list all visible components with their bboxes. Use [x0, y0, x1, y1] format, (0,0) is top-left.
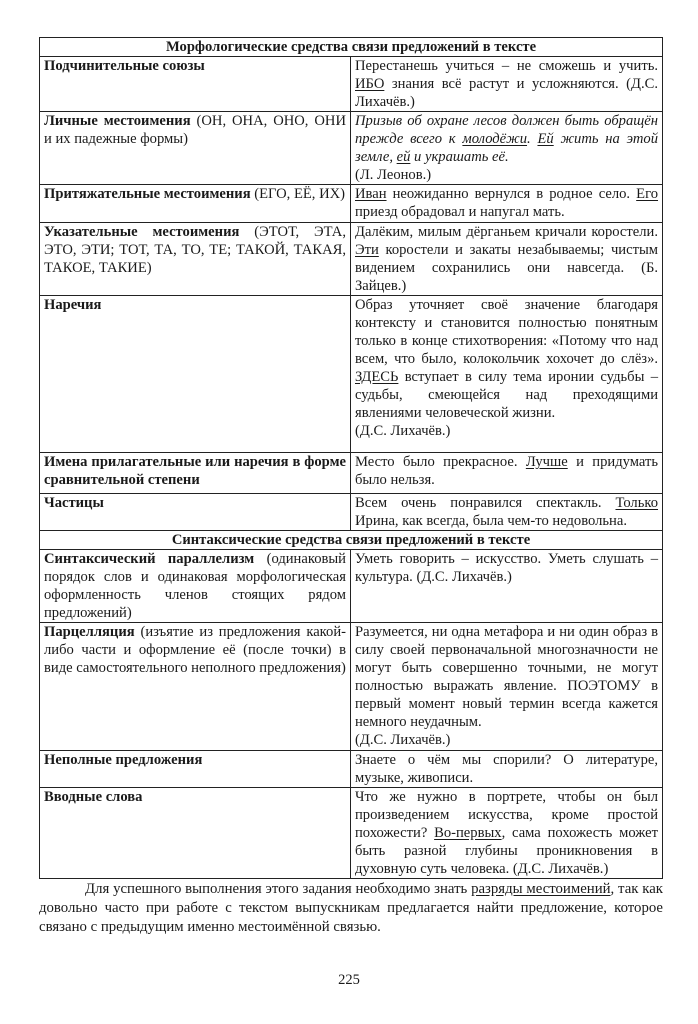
device-note: (одинаковый порядок слов и одинаковая морфологическая оформленность членов стоящих рядом предложений) [44, 551, 346, 621]
connector-word: Во-первых [434, 825, 502, 841]
device-term: Синтаксический параллелизм [44, 551, 255, 567]
device-term: Неполные предложения [44, 752, 203, 768]
example-text: (Д.С. Лихачёв.) [355, 732, 451, 748]
device-term: Притяжательные местоимения [44, 186, 251, 202]
device-term: Указательные местоимения [44, 224, 240, 240]
example-text: Знаете о чём мы спорили? О литературе, музыке, живописи. [355, 752, 659, 786]
device-note: (изъятие из предложения какой-либо части и оформление её (после точки) в виде самостоятельного неполного предложения) [44, 624, 346, 676]
paragraph-text-before: Для успешного выполнения этого задания необходимо знать [85, 881, 472, 897]
example-text: жить на этой земле, [355, 131, 659, 165]
connector-word: ЗДЕСЬ [355, 369, 399, 385]
table-row [40, 185, 663, 223]
connector-word: Эти [355, 242, 379, 258]
device-cell [40, 550, 351, 623]
device-cell [40, 453, 351, 494]
connector-word: ей [396, 149, 411, 165]
device-cell [40, 494, 351, 531]
example-text: знания всё растут и усложняются. (Д.С. Лихачёв.) [355, 76, 659, 110]
example-text: неожиданно вернулся в родное село. [386, 186, 637, 202]
example-text: вступает в силу тема иронии судьбы – судьбы, смеющейся над преходящими явлениями человеческой жизни. [355, 369, 659, 421]
connector-word: ИБО [355, 76, 385, 92]
device-cell [40, 788, 351, 879]
table-row [40, 112, 663, 185]
connector-word: молодёжи [462, 131, 528, 147]
device-cell [40, 223, 351, 296]
section-header-row [40, 531, 663, 550]
example-text: и придумать было нельзя. [355, 454, 658, 488]
example-text: Место было прекрасное. [355, 454, 526, 470]
example-cell [351, 550, 663, 623]
example-text: Перестанешь учиться – не сможешь и учить. [355, 58, 659, 74]
example-text: , сама похожесть может быть разной глубины проникновения в духовную суть человека. (Д.С. Лихачёв.) [355, 825, 659, 877]
device-note: (ОН, ОНА, ОНО, ОНИ и их падежные формы) [44, 113, 346, 147]
device-term: Частицы [44, 495, 104, 511]
example-text: (Л. Леонов.) [355, 167, 432, 183]
example-cell [351, 623, 663, 751]
table-row [40, 453, 663, 494]
example-cell [351, 296, 663, 453]
table-row [40, 494, 663, 531]
example-cell [351, 112, 663, 185]
connector-word: Лучше [525, 454, 568, 470]
body-paragraph [39, 880, 663, 937]
device-term: Наречия [44, 297, 102, 313]
example-cell [351, 494, 663, 531]
example-cell [351, 185, 663, 223]
section-title: Морфологические средства связи предложений в тексте [40, 38, 663, 57]
device-cell [40, 751, 351, 788]
pronoun-categories-term: разряды местоимений [471, 881, 611, 897]
device-note: (ЕГО, ЕЁ, ИХ) [250, 186, 346, 202]
section-header-row [40, 38, 663, 57]
page-number: 225 [338, 972, 360, 988]
example-cell [351, 57, 663, 112]
connector-word: Ей [537, 131, 554, 147]
example-text: и украшать её. [410, 149, 509, 165]
table-row [40, 751, 663, 788]
example-cell [351, 453, 663, 494]
example-cell [351, 788, 663, 879]
example-text: Разумеется, ни одна метафора и ни один образ в силу своей первоначальной многозначности не могут быть совершенно точными, не могут полностью выражать явление. ПОЭТОМУ в первый момент новый термин всегда кажется немного неудачным. [355, 624, 659, 730]
table-row [40, 296, 663, 453]
example-text: Всем очень понравился спектакль. [355, 495, 616, 511]
connector-word: Его [636, 186, 659, 202]
example-text: Ирина, как всегда, была чем-то недовольна. [355, 513, 627, 529]
table-row [40, 623, 663, 751]
example-text: Что же нужно в портрете, чтобы он был произведением искусства, кроме простой похожести? [355, 789, 659, 841]
device-term: Имена прилагательные или наречия в форме сравнительной степени [44, 454, 346, 488]
device-cell [40, 112, 351, 185]
example-text: приезд обрадовал и напугал мать. [355, 204, 565, 220]
example-cell [351, 751, 663, 788]
device-cell [40, 57, 351, 112]
example-text: Призыв об охране лесов должен быть обращён прежде всего к [355, 113, 659, 147]
device-cell [40, 623, 351, 751]
example-text: Образ уточняет своё значение благодаря контексту и становится полностью понятным только в конце стихотворения: «Потому что над всем, что было, колокольчик хохочет до слёз». [355, 297, 659, 367]
device-cell [40, 296, 351, 453]
example-text: . [527, 131, 538, 147]
device-note: (ЭТОТ, ЭТА, ЭТО, ЭТИ; ТОТ, ТА, ТО, ТЕ; ТАКОЙ, ТАКАЯ, ТАКОЕ, ТАКИЕ) [44, 224, 346, 276]
example-text: Уметь говорить – искусство. Уметь слушать – культура. (Д.С. Лихачёв.) [355, 551, 659, 585]
device-term: Парцелляция [44, 624, 135, 640]
connector-word: Только [615, 495, 659, 511]
device-cell [40, 185, 351, 223]
example-text: коростели и закаты незабываемы; чистым видением сохранились они навсегда. (Б. Зайцев.) [355, 242, 659, 294]
table-row [40, 788, 663, 879]
connector-word: Иван [355, 186, 387, 202]
text-cohesion-table [39, 37, 663, 879]
paragraph-text-after: , так как довольно часто при работе с текстом выпускникам предлагается найти предложение, которое связано с предыдущим именно местоимённой связью. [39, 881, 663, 935]
section-title: Синтаксические средства связи предложений в тексте [40, 531, 663, 550]
example-cell [351, 223, 663, 296]
table-row [40, 550, 663, 623]
table-row [40, 223, 663, 296]
example-text: (Д.С. Лихачёв.) [355, 423, 451, 439]
device-term: Подчинительные союзы [44, 58, 205, 74]
device-term: Личные местоимения [44, 113, 191, 129]
example-text: Далёким, милым дёрганьем кричали коростели. [355, 224, 659, 240]
device-term: Вводные слова [44, 789, 143, 805]
table-row [40, 57, 663, 112]
